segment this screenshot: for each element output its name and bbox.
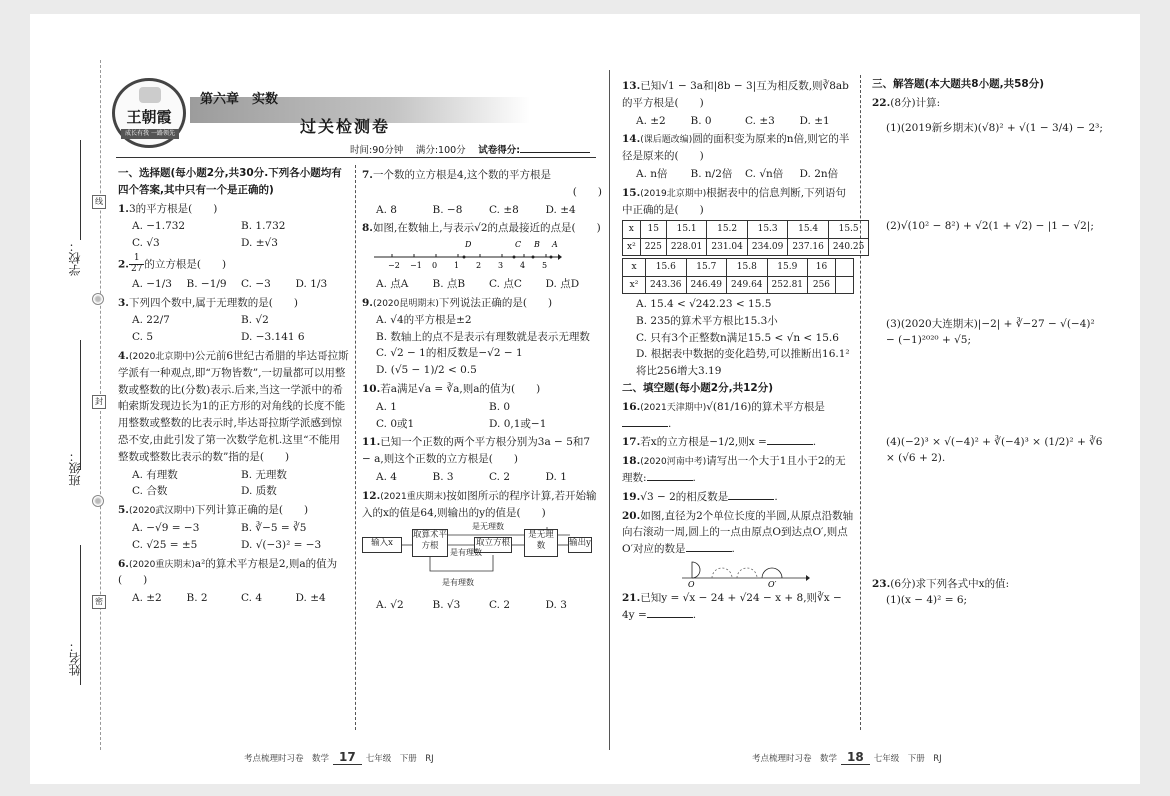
table-cell: 15.5 xyxy=(828,221,869,238)
answer-blank[interactable] xyxy=(622,417,668,427)
q23-part-1: (1)(x − 4)² = 6; xyxy=(886,594,968,607)
table-cell: x² xyxy=(623,238,641,255)
option[interactable]: C. 4 xyxy=(241,592,263,605)
table-row xyxy=(623,221,869,238)
question-3: 3.下列四个数中,属于无理数的是( ) A. 22/7 B. √2 C. 5 D. −3.141 6 xyxy=(118,295,350,346)
point-label-A: A xyxy=(552,240,558,250)
option[interactable]: C. ±3 xyxy=(745,114,775,127)
number-line-point xyxy=(532,256,535,259)
binding-hole-1 xyxy=(92,293,104,305)
origin-label: O xyxy=(688,579,695,588)
option[interactable]: A. −1/3 xyxy=(132,277,172,290)
number-line-svg xyxy=(372,237,562,275)
table-cell: 225 xyxy=(640,238,666,255)
question-23: 23.(6分)求下列各式中x的值: (1)(x − 4)² = 6; xyxy=(872,576,1104,610)
page-number-right: 18 xyxy=(841,750,870,765)
option[interactable]: B. 无理数 xyxy=(241,468,287,481)
table-cell: 15 xyxy=(640,221,666,238)
question-13: 13.已知√1 − 3a和|8b − 3|互为相反数,则∛8ab的平方根是( ) A. ±2 B. 0 C. ±3 D. ±1 xyxy=(622,78,854,129)
option[interactable]: A. −1.732 xyxy=(132,220,186,233)
question-9: 9.(2020昆明期末)下列说法正确的是( ) A. √4的平方根是±2 B. 数轴上的点不是表示有理数就是表示无理数 C. √2 − 1的相反数是−√2 − 1 D. (√5 − 1)/2 < 0.5 xyxy=(362,295,602,379)
table-cell: 243.36 xyxy=(646,276,687,293)
tick-label: 2 xyxy=(476,261,482,271)
tick-label: 4 xyxy=(520,261,526,271)
question-8: 8.如图,在数轴上,与表示√2的点最接近的点是( ) −2 −1 0 1 2 3 4 5 D C B A A. 点A B. 点B C. 点C D. 点D xyxy=(362,220,602,293)
binding-school-label: 学校： xyxy=(68,240,82,276)
option[interactable]: A. √2 xyxy=(376,599,404,612)
option[interactable]: A. √4的平方根是±2 xyxy=(376,313,472,326)
option[interactable]: B. ∛−5 = ∛5 xyxy=(241,521,307,534)
option[interactable]: C. 2 xyxy=(489,470,511,483)
binding-hole-2 xyxy=(92,495,104,507)
table-cell: 15.8 xyxy=(727,259,768,276)
option[interactable]: A. 22/7 xyxy=(132,314,170,327)
column-divider-3 xyxy=(860,75,861,730)
flow-cuberoot-box: 取立方根 xyxy=(474,537,512,553)
column-2 xyxy=(362,165,602,616)
page-number-left: 17 xyxy=(333,750,362,765)
option[interactable]: C. ±8 xyxy=(489,203,519,216)
endpoint-label: O′ xyxy=(768,579,777,588)
score-label: 试卷得分: xyxy=(478,145,521,156)
number-line-figure xyxy=(372,237,562,275)
table-row xyxy=(623,238,869,255)
option[interactable]: B. 2 xyxy=(186,592,208,605)
number-line-point xyxy=(463,256,466,259)
question-5: 5.(2020武汉期中)下列计算正确的是( ) A. −√9 = −3 B. ∛−5 = ∛5 C. √25 = ±5 D. √(−3)² = −3 xyxy=(118,502,350,553)
page-title: 过关检测卷 xyxy=(300,117,391,136)
question-15: 15.(2019北京期中)根据表中的信息判断,下列语句中正确的是( ) x 15 15.1 15.2 15.3 15.4 15.5 x² 225 228.01 231.04 234.09 237.16 240.25 x 15.6 15.7 15.8 15.9 16 x² 243.36 246.49 249.64 252.81 256 A. 15.4 < √242.23 < 15.5 B. 235的算术平方根比15.3小 C. 只有3个正整数n满足15.5 < √n < 15.6 D. 根据表中数据的变化趋势,可以推断出16.1²将比256增大3.19 xyxy=(622,185,854,380)
number-line-ticks xyxy=(388,254,553,270)
point-label-B: B xyxy=(534,240,540,250)
binding-rule-school xyxy=(80,140,81,240)
table-cell: 240.25 xyxy=(828,238,869,255)
option[interactable]: C. 2 xyxy=(489,599,511,612)
option[interactable]: D. −3.141 6 xyxy=(241,331,305,344)
square-table-1 xyxy=(622,220,869,256)
tick-label: −2 xyxy=(388,261,400,271)
semicircle-figure xyxy=(682,558,812,588)
option[interactable]: D. 点D xyxy=(545,278,580,291)
score-blank[interactable] xyxy=(520,143,590,153)
question-11: 11.已知一个正数的两个平方根分别为3a − 5和7 − a,则这个正数的立方根是( ) A. 4 B. 3 C. 2 D. 1 xyxy=(362,434,602,485)
question-22: 22.(8分)计算: (1)(2019新乡期末)(√8)² + √(1 − 3/4) − 2³; (2)√(10² − 8²) + √2(1 + √2) − |1 − √2|; (3)(2020大连期末)|−2| + ∛−27 − √(−4)² − (−1)²⁰²⁰ + √5; (4)(−2)³ × √(−4)² + ∛(−4)³ × (1/2)² + ∛6 × (√6 + 2). xyxy=(872,95,1104,574)
number-line-point xyxy=(550,256,553,259)
question-20: 20.如图,直径为2个单位长度的半圆,从原点沿数轴向右滚动一周,圆上的一点由原点O到达点O′,则点O′对应的数是 . O O′ xyxy=(622,509,854,588)
option[interactable]: A. ±2 xyxy=(132,592,162,605)
table-cell xyxy=(835,259,853,276)
column-3 xyxy=(622,76,865,623)
flow-sqrt-box: 取算术平方根 xyxy=(412,529,448,557)
question-6: 6.(2020重庆期末)a²的算术平方根是2,则a的值为( ) A. ±2 B. 2 C. 4 D. ±4 xyxy=(118,556,350,607)
option[interactable]: C. √3 xyxy=(132,237,160,250)
answer-blank[interactable] xyxy=(647,471,693,481)
option[interactable]: A. 8 xyxy=(376,203,397,216)
option[interactable]: C. 只有3个正整数n满足15.5 < √n < 15.6 xyxy=(636,331,839,344)
option[interactable]: B. −8 xyxy=(432,203,463,216)
table-cell: 252.81 xyxy=(767,276,808,293)
table-cell: 15.2 xyxy=(707,221,748,238)
option[interactable]: D. 1/3 xyxy=(295,277,328,290)
option[interactable]: D. ±√3 xyxy=(241,237,278,250)
q22-part-4: (4)(−2)³ × √(−4)² + ∛(−4)³ × (1/2)² + ∛6 × (√6 + 2). xyxy=(886,435,1103,465)
question-21: 21.已知y = √x − 24 + √24 − x + 8,则∛x − 4y = . xyxy=(622,591,842,621)
brand-logo xyxy=(112,78,186,148)
question-17: 17.若x的立方根是−1/2,则x = . xyxy=(622,436,817,449)
option[interactable]: B. 3 xyxy=(432,470,454,483)
option[interactable]: A. n倍 xyxy=(636,167,668,180)
flow-label-irrational: 是无理数 xyxy=(472,522,504,532)
question-14: 14.(课后题改编)圆的面积变为原来的n倍,则它的半径是原来的( ) A. n倍 B. n/2倍 C. √n倍 D. 2n倍 xyxy=(622,131,854,182)
table-cell: 16 xyxy=(808,259,836,276)
page-divider xyxy=(609,70,610,750)
option[interactable]: D. 2n倍 xyxy=(799,167,839,180)
option[interactable]: B. √2 xyxy=(241,314,269,327)
question-19: 19.√3 − 2的相反数是 . xyxy=(622,490,778,503)
table-cell: 15.6 xyxy=(646,259,687,276)
option[interactable]: D. ±4 xyxy=(545,203,576,216)
flowchart-figure xyxy=(362,523,592,595)
table-cell: 15.1 xyxy=(666,221,707,238)
table-row xyxy=(623,276,854,293)
question-16: 16.(2021天津期中)√(81/16)的算术平方根是. xyxy=(622,400,825,430)
question-1: 1.3的平方根是( ) A. −1.732 B. 1.732 C. √3 D. ±√3 xyxy=(118,201,350,252)
option[interactable]: D. ±4 xyxy=(295,592,326,605)
question-2: 2. $\frac{1}{27}$ 的立方根是( ) A. −1/3 B. −1/9 C. −3 D. 1/3 xyxy=(118,254,350,293)
option[interactable]: C. 0或1 xyxy=(376,417,415,430)
answer-blank[interactable] xyxy=(767,435,813,445)
tick-label: 0 xyxy=(432,261,438,271)
column-1 xyxy=(118,165,350,609)
logo-ribbon: 成长有我 一路领先 xyxy=(121,129,179,139)
option[interactable]: A. −√9 = −3 xyxy=(132,521,200,534)
option[interactable]: C. −3 xyxy=(241,277,271,290)
point-label-C: C xyxy=(515,240,522,250)
option[interactable]: B. n/2倍 xyxy=(690,167,733,180)
table-cell: 15.3 xyxy=(747,221,788,238)
table-cell: 249.64 xyxy=(727,276,768,293)
option[interactable]: D. 1 xyxy=(545,470,567,483)
binding-class-label: 班级： xyxy=(68,450,82,486)
option[interactable]: C. 合数 xyxy=(132,485,168,498)
section-2-heading: 二、填空题(每小题2分,共12分) xyxy=(622,381,774,394)
time-limit: 时间:90分钟 xyxy=(350,145,404,156)
logo-text: 王朝霞 xyxy=(126,108,172,126)
answer-blank[interactable] xyxy=(647,608,693,618)
option[interactable]: A. 点A xyxy=(376,278,409,291)
flow-label-rational-2: 是有理数 xyxy=(442,578,474,588)
flow-output: 输出y xyxy=(568,537,592,553)
option[interactable]: A. 4 xyxy=(376,470,397,483)
option[interactable]: B. 1.732 xyxy=(241,220,286,233)
option[interactable]: C. √n倍 xyxy=(745,167,784,180)
fraction: $\frac{1}{27}$ xyxy=(130,252,143,274)
table-cell: 231.04 xyxy=(707,238,748,255)
option[interactable]: D. √(−3)² = −3 xyxy=(241,538,322,551)
square-table-2 xyxy=(622,258,854,294)
option[interactable]: B. 235的算术平方根比15.3小 xyxy=(636,314,778,327)
section-1-heading: 一、选择题(每小题2分,共30分.下列各小题均有四个答案,其中只有一个是正确的) xyxy=(118,167,342,196)
question-10: 10.若a满足√a = ∛a,则a的值为( ) A. 1 B. 0 C. 0或1 D. 0,1或−1 xyxy=(362,381,602,432)
binding-name-label: 姓名： xyxy=(68,640,82,676)
tick-label: 1 xyxy=(454,261,460,271)
full-score: 满分:100分 xyxy=(415,145,466,156)
option[interactable]: A. 15.4 < √242.23 < 15.5 xyxy=(636,297,772,310)
point-label-D: D xyxy=(465,240,472,250)
footer-right: 考点梳理时习卷 数学 18 七年级 下册 RJ xyxy=(752,750,942,764)
tick-label: 5 xyxy=(542,261,548,271)
option[interactable]: B. √3 xyxy=(432,599,461,612)
chapter-title: 第六章 实数 xyxy=(200,92,279,107)
table-cell: 237.16 xyxy=(788,238,829,255)
table-cell: 15.7 xyxy=(686,259,727,276)
column-divider-1 xyxy=(355,165,356,730)
q22-part-3: (3)(2020大连期末)|−2| + ∛−27 − √(−4)² − (−1)²⁰²⁰ + √5; xyxy=(886,317,1095,347)
flow-label-rational-1: 是有理数 xyxy=(450,548,482,558)
question-12: 12.(2021重庆期末)按如图所示的程序计算,若开始输入的x的值是64,则输出的y的值是( ) 输入x 取算术平方根 取立方根 是无理数 输出y 是无理数 是有理数 是有理数 A. √2 B. √3 C. 2 D. 3 xyxy=(362,488,602,614)
tick-label: 3 xyxy=(498,261,504,271)
option[interactable]: D. (√5 − 1)/2 < 0.5 xyxy=(376,364,477,377)
number-line-point xyxy=(513,256,516,259)
question-4: 4.(2020北京期中)公元前6世纪古希腊的毕达哥拉斯学派有一种观点,即“万物皆数”,一切量都可以用整数或整数的比(分数)表示.后来,当这一学派中的希帕索斯发现边长为1的正方形的对角线的长度不能用整数或整数的比表示时,毕达哥拉斯学派感到惊恐不安,由此引发了第一次数学危机.这里“不能用整数或整数比表示的数”指的是( ) A. 有理数 B. 无理数 C. 合数 D. 质数 xyxy=(118,348,350,500)
option[interactable]: D. 3 xyxy=(545,599,567,612)
table-cell: x xyxy=(623,259,646,276)
footer-left: 考点梳理时习卷 数学 17 七年级 下册 RJ xyxy=(244,750,434,764)
table-cell: 256 xyxy=(808,276,836,293)
header-rule xyxy=(116,157,596,158)
table-cell xyxy=(835,276,853,293)
option[interactable]: C. 5 xyxy=(132,331,154,344)
option[interactable]: B. 0 xyxy=(489,400,511,413)
question-7: 7.一个数的立方根是4,这个数的平方根是 ( ) A. 8 B. −8 C. ±8 D. ±4 xyxy=(362,167,602,218)
table-cell: x xyxy=(623,221,641,238)
binding-tag-3: 密 xyxy=(92,595,106,609)
option[interactable]: B. −1/9 xyxy=(186,277,227,290)
option[interactable]: D. 根据表中数据的变化趋势,可以推断出16.1²将比256增大3.19 xyxy=(636,348,850,378)
option[interactable]: A. 1 xyxy=(376,400,397,413)
table-cell: 234.09 xyxy=(747,238,788,255)
table-cell: 15.4 xyxy=(788,221,829,238)
table-cell: 228.01 xyxy=(666,238,707,255)
question-18: 18.(2020河南中考)请写出一个大于1且小于2的无理数: . xyxy=(622,455,846,484)
q22-part-1: (1)(2019新乡期末)(√8)² + √(1 − 3/4) − 2³; xyxy=(886,121,1103,134)
option[interactable]: B. 点B xyxy=(432,278,466,291)
table-row xyxy=(623,259,854,276)
answer-blank[interactable] xyxy=(686,542,732,552)
option[interactable]: A. ±2 xyxy=(636,114,666,127)
table-cell: 15.9 xyxy=(767,259,808,276)
logo-emblem-icon xyxy=(139,87,161,103)
table-cell: 246.49 xyxy=(686,276,727,293)
option[interactable]: A. 有理数 xyxy=(132,468,178,481)
binding-tag-2: 封 xyxy=(92,395,106,409)
exam-meta xyxy=(350,142,590,156)
option[interactable]: B. 0 xyxy=(690,114,712,127)
column-4 xyxy=(872,76,1104,609)
tick-label: −1 xyxy=(410,261,422,271)
option[interactable]: D. 质数 xyxy=(241,485,277,498)
q22-part-2: (2)√(10² − 8²) + √2(1 + √2) − |1 − √2|; xyxy=(886,219,1094,232)
option[interactable]: B. 数轴上的点不是表示有理数就是表示无理数 xyxy=(376,330,590,343)
option[interactable]: D. 0,1或−1 xyxy=(489,417,547,430)
flow-decision-box: 是无理数 xyxy=(524,529,558,557)
option[interactable]: C. 点C xyxy=(489,278,522,291)
table-cell: x² xyxy=(623,276,646,293)
answer-blank[interactable] xyxy=(728,490,774,500)
option[interactable]: C. √2 − 1的相反数是−√2 − 1 xyxy=(376,347,523,360)
flow-input: 输入x xyxy=(362,537,402,553)
section-3-heading: 三、解答题(本大题共8小题,共58分) xyxy=(872,78,1045,90)
option[interactable]: D. ±1 xyxy=(799,114,830,127)
binding-tag-1: 线 xyxy=(92,195,106,209)
option[interactable]: C. √25 = ±5 xyxy=(132,538,198,551)
